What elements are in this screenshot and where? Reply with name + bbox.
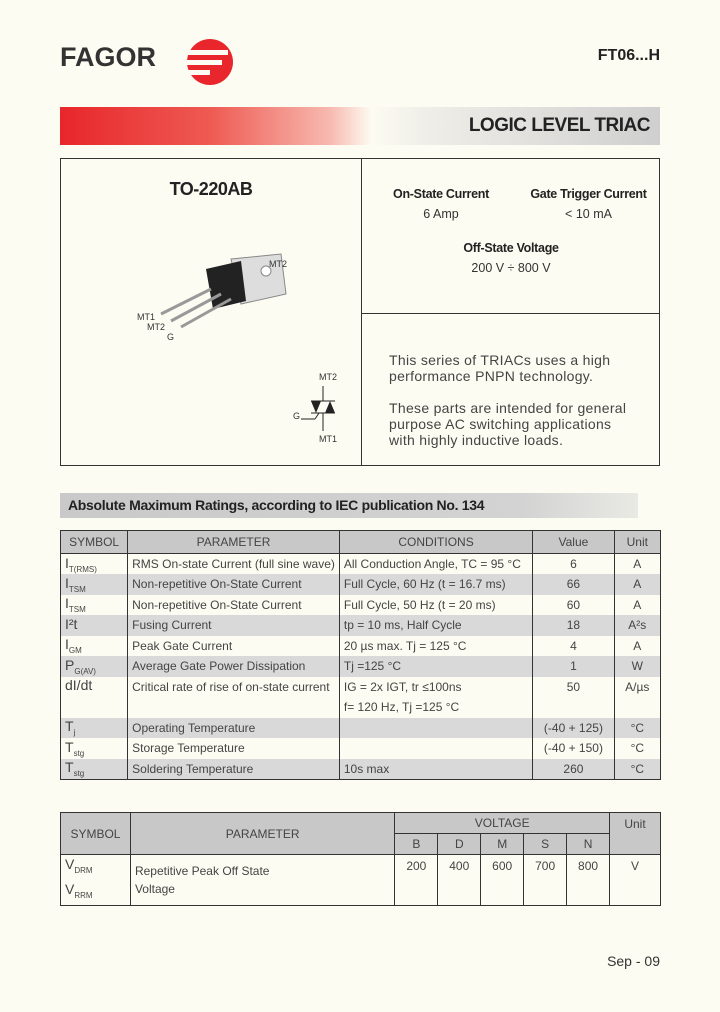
grade-header: D bbox=[438, 834, 481, 855]
off-state-voltage-label: Off-State Voltage bbox=[463, 241, 559, 255]
table-row bbox=[61, 759, 661, 780]
column-header: Unit bbox=[614, 531, 660, 554]
voltage-value: 400 bbox=[438, 855, 481, 906]
table-row bbox=[61, 595, 661, 616]
fagor-logo-text: FAGOR bbox=[60, 42, 157, 72]
unit-cell: A²s bbox=[614, 615, 660, 636]
column-header: SYMBOL bbox=[61, 531, 128, 554]
symbol-cell: $T_{stg}$ bbox=[61, 738, 128, 759]
value-cell: 6 bbox=[533, 554, 614, 575]
value-cell: 1 bbox=[533, 656, 614, 677]
parameter-cell: Non-repetitive On-State Current bbox=[128, 574, 340, 595]
table-row bbox=[61, 677, 661, 698]
symbol-label-g: G bbox=[293, 411, 301, 421]
symbol-cell: $I_{T(RMS)}$ bbox=[61, 554, 128, 575]
table-row bbox=[61, 656, 661, 677]
table-row bbox=[61, 738, 661, 759]
table-row bbox=[61, 697, 661, 718]
table-row bbox=[61, 574, 661, 595]
voltage-value: 700 bbox=[524, 855, 567, 906]
column-header: CONDITIONS bbox=[339, 531, 532, 554]
symbol-cell: dI/dt bbox=[61, 677, 128, 698]
category-title: LOGIC LEVEL TRIAC bbox=[468, 115, 650, 136]
pin-label-mt2: MT2 bbox=[269, 259, 287, 269]
conditions-cell: f= 120 Hz, Tj =125 °C bbox=[339, 697, 532, 718]
voltage-symbol: $V_{DRM}$ $V_{RRM}$ bbox=[61, 855, 131, 906]
off-state-voltage-value: 200 V ÷ 800 V bbox=[471, 261, 551, 275]
pin-label-mt2: MT2 bbox=[147, 322, 165, 332]
symbol-cell: $T_j$ bbox=[61, 718, 128, 739]
conditions-cell: All Conduction Angle, TC = 95 °C bbox=[339, 554, 532, 575]
symbol-label-mt1: MT1 bbox=[319, 434, 337, 444]
parameter-cell: Soldering Temperature bbox=[128, 759, 340, 780]
footer-date: Sep - 09 bbox=[607, 953, 660, 969]
value-cell: (-40 + 150) bbox=[533, 738, 614, 759]
voltage-table bbox=[60, 812, 661, 906]
symbol-cell: $I_{TSM}$ bbox=[61, 595, 128, 616]
value-cell: 18 bbox=[533, 615, 614, 636]
fagor-logo-icon bbox=[180, 38, 236, 86]
unit-cell: A bbox=[614, 574, 660, 595]
symbol-cell: $P_{G(AV)}$ bbox=[61, 656, 128, 677]
value-cell: 260 bbox=[533, 759, 614, 780]
unit-cell: A bbox=[614, 595, 660, 616]
value-cell: 66 bbox=[533, 574, 614, 595]
value-cell bbox=[533, 697, 614, 718]
divider bbox=[361, 159, 362, 465]
symbol-cell: $I_{TSM}$ bbox=[61, 574, 128, 595]
value-cell: 60 bbox=[533, 595, 614, 616]
package-box bbox=[60, 158, 660, 466]
on-state-current-value: 6 Amp bbox=[423, 207, 459, 221]
part-number: FT06...H bbox=[597, 47, 660, 64]
symbol-header: SYMBOL bbox=[61, 813, 131, 855]
symbol-label-mt2: MT2 bbox=[319, 372, 337, 382]
grade-header: M bbox=[481, 834, 524, 855]
table-row bbox=[61, 554, 661, 575]
parameter-cell: Peak Gate Current bbox=[128, 636, 340, 657]
on-state-current-label: On-State Current bbox=[393, 187, 489, 201]
conditions-cell: tp = 10 ms, Half Cycle bbox=[339, 615, 532, 636]
conditions-cell bbox=[339, 738, 532, 759]
unit-cell: A bbox=[614, 636, 660, 657]
unit-header: Unit bbox=[610, 813, 661, 855]
grade-header: B bbox=[395, 834, 438, 855]
parameter-cell: Storage Temperature bbox=[128, 738, 340, 759]
package-name: TO-220AB bbox=[169, 179, 253, 199]
unit-cell: °C bbox=[614, 718, 660, 739]
table-row bbox=[61, 636, 661, 657]
parameter-cell: Average Gate Power Dissipation bbox=[128, 656, 340, 677]
voltage-value: 200 bbox=[395, 855, 438, 906]
pin-label-mt1: MT1 bbox=[137, 312, 155, 322]
ratings-table bbox=[60, 530, 661, 780]
table-row bbox=[61, 615, 661, 636]
voltage-value: 600 bbox=[481, 855, 524, 906]
value-cell: 4 bbox=[533, 636, 614, 657]
grade-header: S bbox=[524, 834, 567, 855]
voltage-parameter: Repetitive Peak Off State Voltage bbox=[130, 855, 394, 906]
gate-trigger-value: < 10 mA bbox=[565, 207, 612, 221]
unit-cell: W bbox=[614, 656, 660, 677]
parameter-header: PARAMETER bbox=[130, 813, 394, 855]
category-banner bbox=[60, 107, 660, 145]
parameter-cell: Non-repetitive On-State Current bbox=[128, 595, 340, 616]
column-header: PARAMETER bbox=[128, 531, 340, 554]
conditions-cell: 20 µs max. Tj = 125 °C bbox=[339, 636, 532, 657]
unit-cell: A/µs bbox=[614, 677, 660, 698]
parameter-cell bbox=[128, 697, 340, 718]
description-paragraph: This series of TRIACs uses a high performance PNPN technology. bbox=[389, 352, 611, 384]
divider bbox=[361, 313, 659, 314]
conditions-cell: Tj =125 °C bbox=[339, 656, 532, 677]
triac-symbol-icon bbox=[293, 381, 343, 441]
unit-cell bbox=[614, 697, 660, 718]
parameter-cell: Critical rate of rise of on-state current bbox=[128, 677, 340, 698]
section-title: Absolute Maximum Ratings, according to IEC publication No. 134 bbox=[60, 493, 638, 518]
conditions-cell: Full Cycle, 60 Hz (t = 16.7 ms) bbox=[339, 574, 532, 595]
conditions-cell: Full Cycle, 50 Hz (t = 20 ms) bbox=[339, 595, 532, 616]
value-cell: (-40 + 125) bbox=[533, 718, 614, 739]
pin-label-g: G bbox=[167, 332, 175, 342]
description-paragraph: These parts are intended for general purpose AC switching applications with highly inductive loads. bbox=[389, 400, 627, 448]
voltage-header: VOLTAGE bbox=[395, 813, 610, 834]
parameter-cell: RMS On-state Current (full sine wave) bbox=[128, 554, 340, 575]
value-cell: 50 bbox=[533, 677, 614, 698]
voltage-value: 800 bbox=[567, 855, 610, 906]
parameter-cell: Fusing Current bbox=[128, 615, 340, 636]
table-row bbox=[61, 718, 661, 739]
grade-header: N bbox=[567, 834, 610, 855]
symbol-cell: I²t bbox=[61, 615, 128, 636]
unit-cell: °C bbox=[614, 759, 660, 780]
column-header: Value bbox=[533, 531, 614, 554]
gate-trigger-label: Gate Trigger Current bbox=[530, 187, 647, 201]
symbol-cell: $T_{stg}$ bbox=[61, 759, 128, 780]
conditions-cell: IG = 2x IGT, tr ≤100ns bbox=[339, 677, 532, 698]
parameter-cell: Operating Temperature bbox=[128, 718, 340, 739]
unit-cell: °C bbox=[614, 738, 660, 759]
symbol-cell bbox=[61, 697, 128, 718]
voltage-unit: V bbox=[610, 855, 661, 906]
unit-cell: A bbox=[614, 554, 660, 575]
conditions-cell bbox=[339, 718, 532, 739]
symbol-cell: $I_{GM}$ bbox=[61, 636, 128, 657]
conditions-cell: 10s max bbox=[339, 759, 532, 780]
